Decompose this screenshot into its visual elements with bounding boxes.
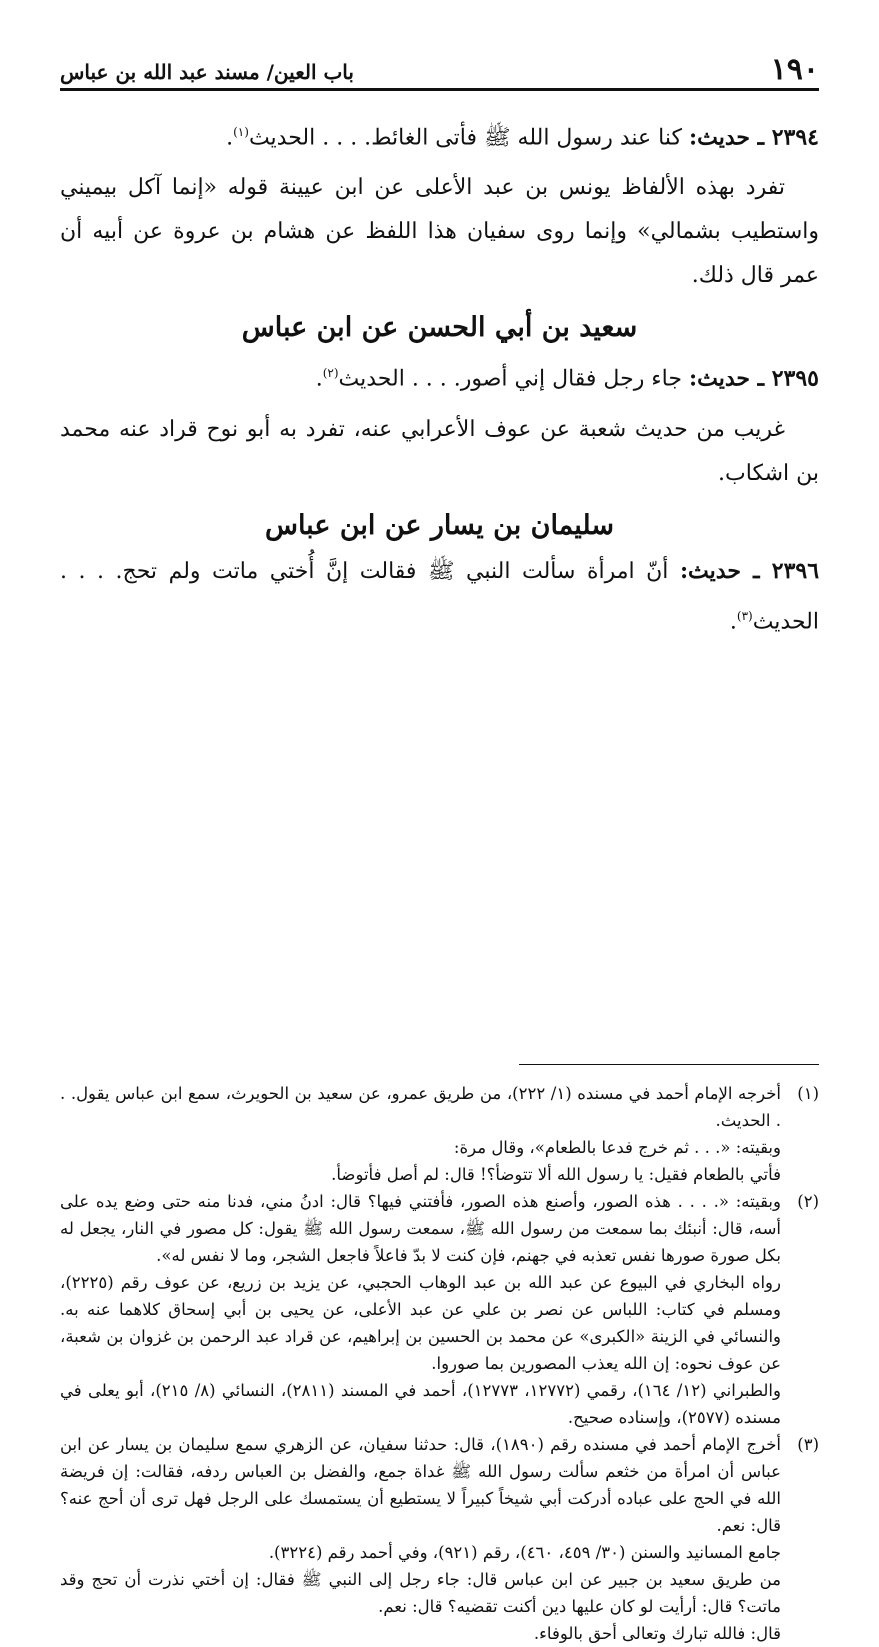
footnote-rule <box>519 1064 819 1065</box>
footnote-line: رواه البخاري في البيوع عن عبد الله بن عبد الوهاب الحجبي، عن يزيد بن زريع، عن عوف رقم (٢٢٢٥)، ومسلم في كتاب: اللباس عن نصر بن علي عن عبد الأعلى، عن يحيى بن أبي إسحاق كلاهما عنه به. والنسائي في الزينة «الكبرى» عن محمد بن الحسين بن إبراهيم، عن قراد عبد الرحمن بن غزوان بن شعبة، عن عوف نحوه: إن الله يعذب المصورين بما صوروا. <box>60 1273 781 1373</box>
section-heading: سليمان بن يسار عن ابن عباس <box>265 509 614 541</box>
hadith-text: جاء رجل فقال إني أصور. . . . الحديث <box>338 366 682 392</box>
footnote-line: فأتي بالطعام فقيل: يا رسول الله ألا تتوضأ؟! قال: لم أصل فأتوضأ. <box>331 1165 781 1184</box>
hadith-number: ٢٣٩٥ ـ حديث: <box>688 365 819 392</box>
footnote-ref: (١) <box>233 125 249 139</box>
footnote-line: جامع المسانيد والسنن (٣٠/ ٤٥٩، ٤٦٠)، رقم (٩٢١)، وفي أحمد رقم (٣٢٢٤). <box>268 1543 781 1562</box>
footnote-1 <box>60 1080 819 1188</box>
running-title: باب العين/ مسند عبد الله بن عباس <box>60 60 354 84</box>
hadith-text: أنّ امرأة سألت النبي ﷺ فقالت إنَّ أُختي ماتت ولم تحج. . . . الحديث <box>60 558 819 634</box>
footnote-3 <box>60 1431 819 1539</box>
header-rule <box>60 88 819 91</box>
footnote-ref: (٣) <box>736 608 753 623</box>
footnote-line: والطبراني (١٢/ ١٦٤)، رقمي (١٢٧٧٢، ١٢٧٧٣)، أحمد في المسند (٢٨١١)، النسائي (٨/ ٢١٥)، أبو يعلى في مسنده (٢٥٧٧)، وإسناده صحيح. <box>60 1381 781 1427</box>
commentary-paragraph: تفرد بهذه الألفاظ يونس بن عبد الأعلى عن ابن عيينة قوله «إنما آكل بيميني واستطيب بشمالي» وإنما روى سفيان هذا اللفظ عن هشام بن عروة عن أبيه أن عمر قال ذلك. <box>60 175 819 289</box>
hadith-2394: ٢٣٩٤ ـ حديث: كنا عند رسول الله ﷺ فأتى الغائط. . . . الحديث$^{(١)}$. <box>226 124 819 151</box>
commentary-paragraph: غريب من حديث شعبة عن عوف الأعرابي عنه، تفرد به أبو نوح قراد عنه محمد بن اشكاب. <box>60 416 819 486</box>
footnote-line: أخرج الإمام أحمد في مسنده رقم (١٨٩٠)، قال: حدثنا سفيان، عن الزهري سمع سليمان بن يسار عن ابن عباس أن امرأة من خثعم سألت رسول الله ﷺ غداة جمع، والفضل بن العباس ردفه، فقالت: إن فريضة الله في الحج على عباده أدركت أبي شيخاً كبيراً لا يستطيع أن يستمسك على الرجل فهل ترى أن أحج عنه؟ قال: نعم. <box>60 1435 782 1535</box>
page-number: ١٩٠ <box>770 52 819 87</box>
footnote-line: وبقيته: «. . . . هذه الصور، وأصنع هذه الصور، فأفتني فيها؟ قال: ادنُ مني، فدنا منه حتى وضع يده على أسه، قال: أنبئك بما سمعت من رسول الله ﷺ، سمعت رسول الله ﷺ يقول: كل مصور في النار، يجعل له بكل صورة صورها نفس تعذبه في جهنم، فإن كنت لا بدّ فاعلاً فاجعل الشجر، وما لا نفس له». <box>60 1192 781 1265</box>
footnote-2 <box>60 1188 819 1269</box>
footnote-line: أخرجه الإمام أحمد في مسنده (١/ ٢٢٢)، من طريق عمرو، عن سعيد بن الحويرث، سمع ابن عباس يقول. . . الحديث. <box>60 1084 781 1130</box>
hadith-2395: ٢٣٩٥ ـ حديث: جاء رجل فقال إني أصور. . . . الحديث$^{(٢)}$. <box>315 365 819 392</box>
footnote-line: من طريق سعيد بن جبير عن ابن عباس قال: جاء رجل إلى النبي ﷺ فقال: إن أختي نذرت أن تحج وقد ماتت؟ قال: أرأيت لو كان عليها دين أكنت تقضيه؟ قال: نعم. <box>60 1570 781 1616</box>
hadith-number: ٢٣٩٤ ـ حديث: <box>688 124 819 151</box>
section-heading: سعيد بن أبي الحسن عن ابن عباس <box>241 312 638 344</box>
page-header <box>60 52 819 90</box>
hadith-text: كنا عند رسول الله ﷺ فأتى الغائط. . . . الحديث <box>248 125 682 151</box>
hadith-number: ٢٣٩٦ ـ حديث: <box>679 557 820 584</box>
footnote-mark: (١) <box>797 1084 819 1103</box>
footnote-ref: (٢) <box>322 366 339 381</box>
footnote-mark: (٣) <box>797 1435 819 1454</box>
hadith-2396: ٢٣٩٦ ـ حديث: أنّ امرأة سألت النبي ﷺ فقالت إنَّ أُختي ماتت ولم تحج. . . . الحديث$^{(٣)}$. <box>60 557 820 634</box>
main-text <box>60 110 819 650</box>
footnotes <box>60 1080 819 1647</box>
footnote-line: وبقيته: «. . . ثم خرج فدعا بالطعام»، وقال مرة: <box>453 1138 781 1157</box>
footnote-mark: (٢) <box>797 1192 819 1211</box>
footnote-line: قال: فالله تبارك وتعالى أحق بالوفاء. <box>533 1624 781 1643</box>
